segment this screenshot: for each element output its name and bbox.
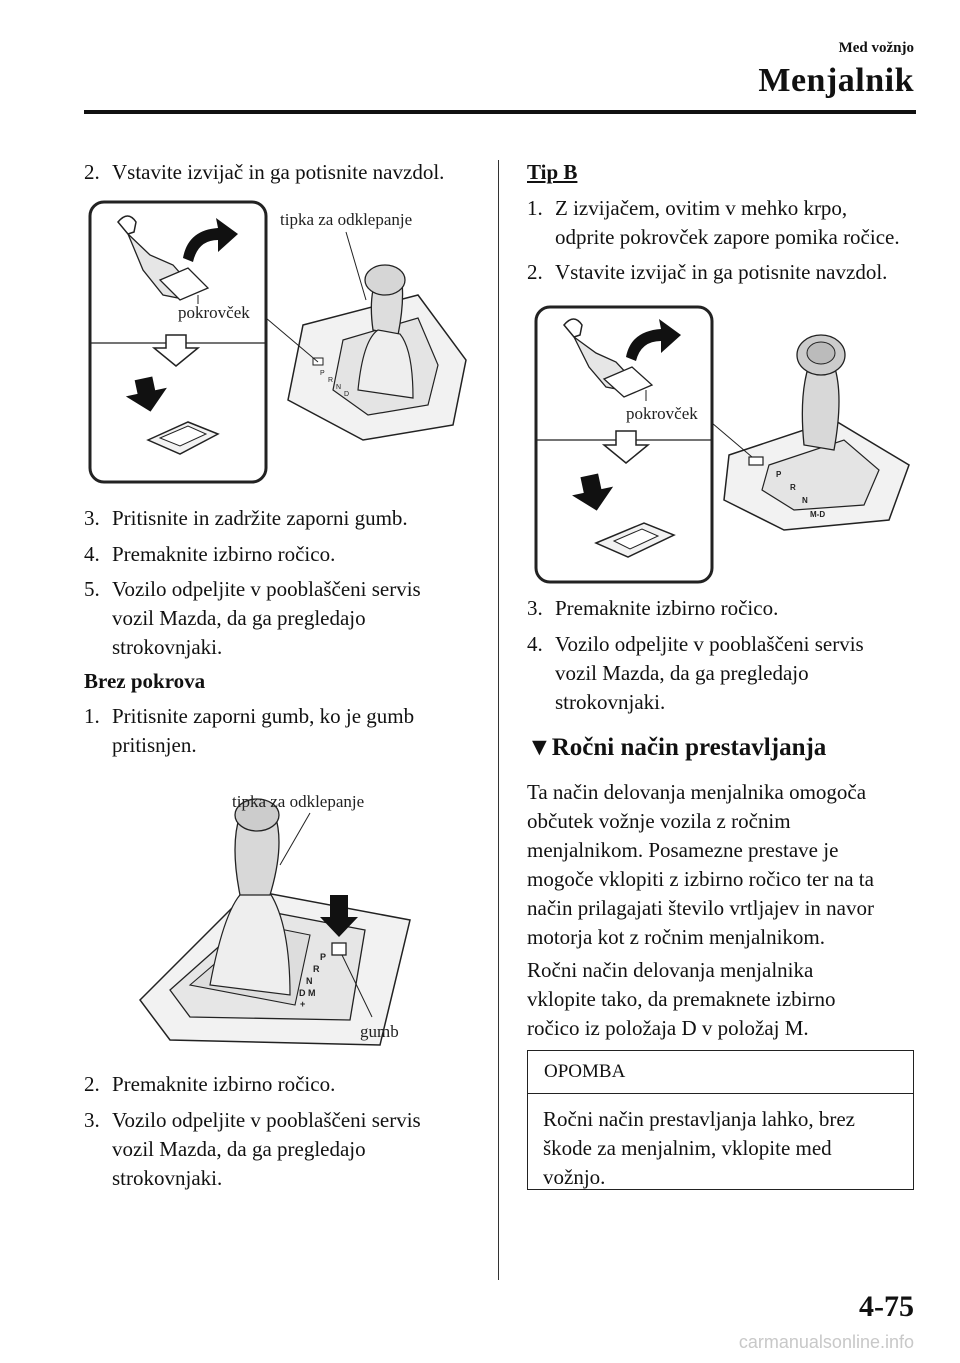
- step-text: Vstavite izvijač in ga potisnite navzdol.: [112, 160, 445, 184]
- line: način prilagajati število vrtljajev in navor: [527, 896, 874, 920]
- line: občutek vožnje vozila z ročnim: [527, 809, 791, 833]
- fig1-label-unlock-button: tipka za odklepanje: [280, 210, 413, 229]
- line: vožnjo.: [543, 1165, 606, 1189]
- step-number: 5.: [84, 577, 100, 601]
- line: Ročni način prestavljanja lahko, brez: [543, 1107, 855, 1131]
- step-text: [555, 194, 900, 252]
- step-text: Premaknite izbirno ročico.: [555, 596, 779, 620]
- figure-type-b-cover: [534, 305, 914, 585]
- header-rule: [84, 110, 916, 114]
- step-text: Premaknite izbirno ročico.: [112, 542, 336, 566]
- line: Vozilo odpeljite v pooblaščeni servis: [112, 577, 421, 601]
- step-number: 4.: [84, 542, 100, 566]
- line: motorja kot z ročnim menjalnikom.: [527, 925, 826, 949]
- line: strokovnjaki.: [112, 1166, 223, 1190]
- triangle-down-icon: ▼: [527, 734, 552, 761]
- line: ročico iz položaja D v položaj M.: [527, 1016, 809, 1040]
- fig1-label-cover: pokrovček: [178, 303, 250, 322]
- step-text: Vstavite izvijač in ga potisnite navzdol.: [555, 260, 888, 284]
- watermark: carmanualsonline.info: [738, 1332, 914, 1352]
- step-number: 1.: [84, 704, 100, 728]
- line: mogoče vklopiti z izbirno ročico ter na ta: [527, 867, 874, 891]
- step-text: [112, 575, 421, 662]
- note-text: [543, 1105, 903, 1192]
- step-number: 2.: [84, 160, 100, 184]
- svg-text:D: D: [344, 391, 350, 398]
- figure-cover-unlock: [88, 200, 473, 485]
- section-heading-text: Ročni način prestavljanja: [551, 734, 827, 761]
- line: Z izvijačem, ovitim v mehko krpo,: [555, 196, 848, 220]
- line: vozil Mazda, da ga pregledajo: [112, 606, 366, 630]
- heading-type-b: Tip B: [527, 160, 578, 184]
- step-text: [112, 1106, 421, 1193]
- note-title: OPOMBA: [544, 1061, 626, 1082]
- svg-text:N: N: [306, 976, 313, 986]
- step-number: 3.: [84, 506, 100, 530]
- header-section-label: Med vožnjo: [838, 40, 914, 56]
- line: menjalnikom. Posamezne prestave je: [527, 838, 839, 862]
- step-number: 1.: [527, 196, 543, 220]
- line: strokovnjaki.: [555, 690, 666, 714]
- line: škode za menjalnim, vklopite med: [543, 1136, 832, 1160]
- section-heading-manual-mode: [527, 734, 826, 762]
- step-number: 3.: [527, 596, 543, 620]
- line: pritisnjen.: [112, 733, 197, 757]
- note-box: [527, 1050, 914, 1190]
- svg-text:+: +: [300, 999, 306, 1009]
- line: odprite pokrovček zapore pomika ročice.: [555, 225, 900, 249]
- svg-text:R: R: [313, 964, 320, 974]
- paragraph-manual-engage: [527, 956, 927, 1043]
- line: Ta način delovanja menjalnika omogoča: [527, 780, 867, 804]
- note-title-bar: [528, 1051, 913, 1094]
- svg-text:M-D: M-D: [810, 510, 826, 519]
- step-text: [555, 630, 864, 717]
- line: vklopite tako, da premaknete izbirno: [527, 987, 836, 1011]
- line: Vozilo odpeljite v pooblaščeni servis: [555, 632, 864, 656]
- line: vozil Mazda, da ga pregledajo: [112, 1137, 366, 1161]
- step-text: Premaknite izbirno ročico.: [112, 1072, 336, 1096]
- svg-text:N: N: [336, 384, 342, 391]
- svg-text:R: R: [790, 483, 796, 492]
- step-number: 4.: [527, 632, 543, 656]
- column-divider: [498, 160, 499, 1280]
- svg-text:P: P: [320, 952, 327, 962]
- fig2-label-unlock-button: tipka za odklepanje: [232, 792, 365, 811]
- svg-text:R: R: [328, 377, 334, 384]
- step-text: [112, 702, 414, 760]
- page-number: 4-75: [859, 1290, 914, 1323]
- step-number: 2.: [527, 260, 543, 284]
- fig3-label-cover: pokrovček: [626, 404, 698, 423]
- step-number: 2.: [84, 1072, 100, 1096]
- svg-text:N: N: [802, 496, 808, 505]
- paragraph-manual-intro: [527, 778, 927, 952]
- svg-text:P: P: [320, 370, 325, 377]
- line: vozil Mazda, da ga pregledajo: [555, 661, 809, 685]
- svg-text:P: P: [776, 470, 782, 479]
- figure-lock-button: [130, 785, 430, 1055]
- line: Vozilo odpeljite v pooblaščeni servis: [112, 1108, 421, 1132]
- line: Pritisnite zaporni gumb, ko je gumb: [112, 704, 415, 728]
- line: Ročni način delovanja menjalnika: [527, 958, 814, 982]
- page-title: Menjalnik: [758, 62, 914, 99]
- line: strokovnjaki.: [112, 635, 223, 659]
- step-number: 3.: [84, 1108, 100, 1132]
- step-text: Pritisnite in zadržite zaporni gumb.: [112, 506, 408, 530]
- heading-no-cover: Brez pokrova: [84, 669, 206, 693]
- svg-text:D M: D M: [299, 988, 316, 998]
- fig2-label-button: gumb: [360, 1022, 399, 1041]
